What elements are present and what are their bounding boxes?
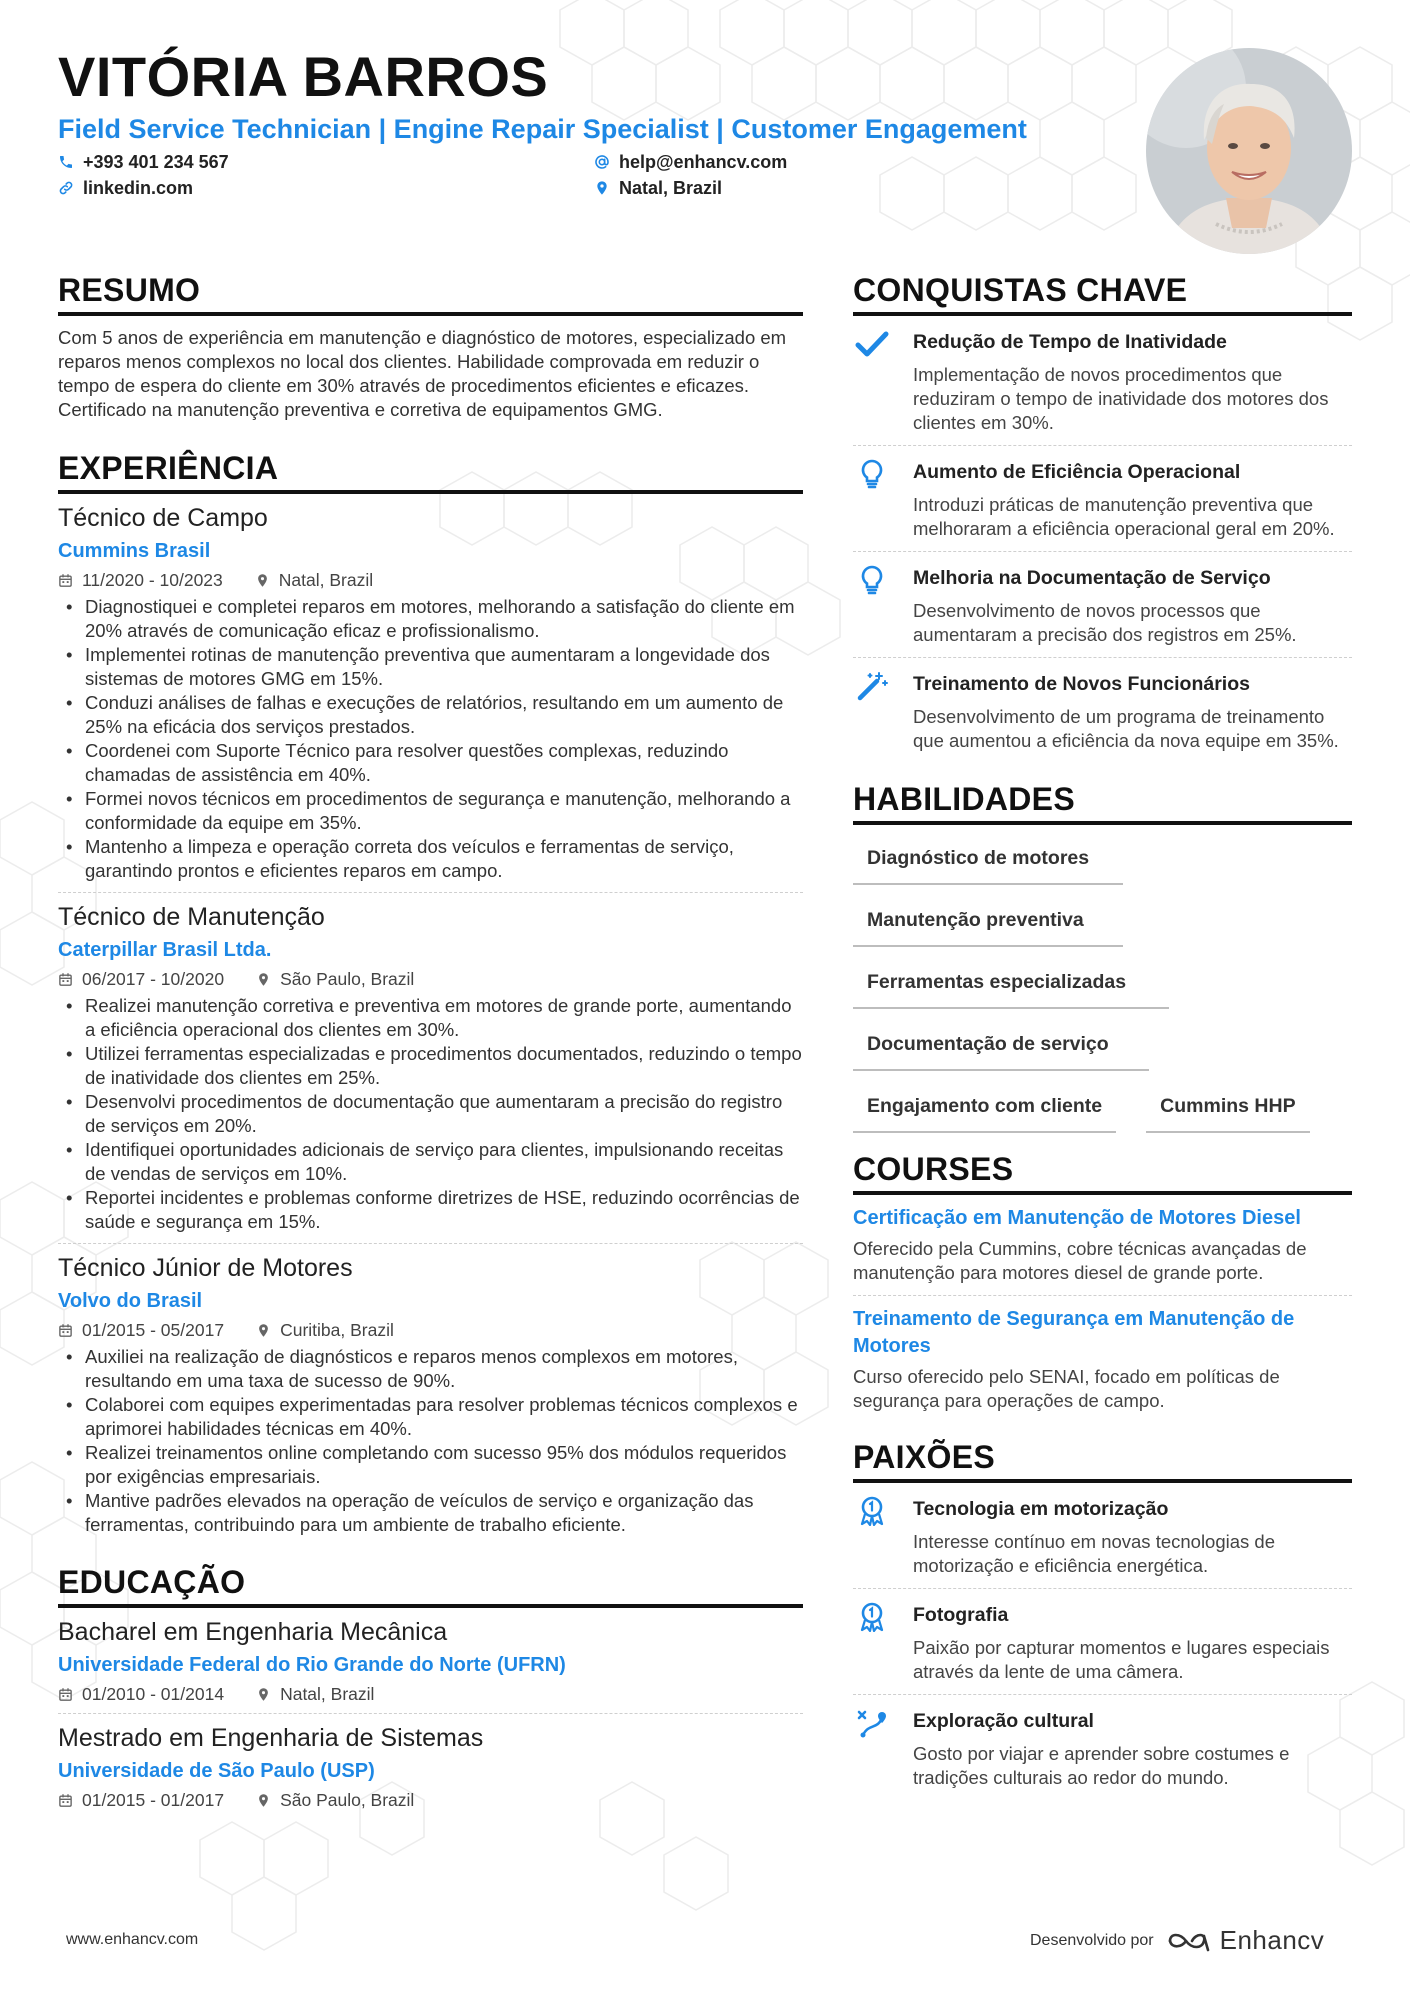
education-dates: 01/2010 - 01/2014 bbox=[82, 1683, 225, 1704]
location-pin-icon bbox=[594, 180, 610, 196]
job-role: Técnico Júnior de Motores bbox=[58, 1254, 353, 1282]
job-bullet: • Conduzi análises de falhas e execuções de relatórios, resultando em um aumento de 25% na eficácia dos serviços prestados. bbox=[58, 691, 803, 739]
at-icon bbox=[594, 154, 610, 170]
job-meta bbox=[58, 569, 803, 591]
right-column bbox=[853, 270, 1352, 1800]
skills-list bbox=[853, 837, 1352, 1147]
location-pin-icon bbox=[256, 972, 271, 987]
skill-tag: Manutenção preventiva bbox=[853, 899, 1123, 947]
passion-desc: Paixão por capturar momentos e lugares especiais através da lente de uma câmera. bbox=[913, 1637, 1330, 1682]
education-location: Natal, Brazil bbox=[280, 1683, 375, 1704]
education-item bbox=[58, 1722, 803, 1819]
education-location: São Paulo, Brazil bbox=[280, 1789, 415, 1810]
job-dates: 06/2017 - 10/2020 bbox=[82, 968, 225, 989]
job-bullet: • Colaborei com equipes experimentadas para resolver problemas técnicos complexos e aprimorei habilidades técnicas em 40%. bbox=[58, 1393, 803, 1441]
job-bullet: • Mantive padrões elevados na operação de veículos de serviço e organização das ferramentas, contribuindo para um ambiente de trabalho eficiente. bbox=[58, 1489, 803, 1537]
education-meta bbox=[58, 1789, 803, 1811]
courses-section bbox=[853, 1149, 1352, 1423]
magic-wand-icon bbox=[855, 671, 893, 701]
job-bullet: • Diagnostiquei e completei reparos em motores, melhorando a satisfação do cliente em 20% através de comunicação eficaz e profissionalismo. bbox=[58, 595, 803, 643]
location-pin-icon bbox=[256, 1793, 271, 1808]
job-company: Cummins Brasil bbox=[58, 540, 211, 562]
education-degree: Bacharel em Engenharia Mecânica bbox=[58, 1618, 448, 1646]
education-meta bbox=[58, 1683, 803, 1705]
job-bullet: • Auxiliei na realização de diagnósticos e reparos menos complexos em motores, resultando em uma taxa de sucesso de 90%. bbox=[58, 1345, 803, 1393]
course-title: Treinamento de Segurança em Manutenção de Motores bbox=[853, 1308, 1295, 1357]
calendar-icon bbox=[58, 573, 73, 588]
lightbulb-icon bbox=[855, 565, 893, 595]
job-bullet: • Reportei incidentes e problemas conforme diretrizes de HSE, reduzindo ocorrências de saúde e segurança em 15%. bbox=[58, 1186, 803, 1234]
courses-heading: COURSES bbox=[853, 1149, 1352, 1195]
job-meta bbox=[58, 968, 803, 990]
job-meta bbox=[58, 1319, 803, 1341]
candidate-title: Field Service Technician | Engine Repair Specialist | Customer Engagement bbox=[58, 114, 1027, 144]
resume-header bbox=[58, 44, 1118, 198]
summary-text: Com 5 anos de experiência em manutenção e diagnóstico de motores, especializado em reparos menos complexos no local dos clientes. Habilidade comprovada em reduzir o tempo de espera do cliente em 30% através de procedimentos eficientes e eficazes. Certificado na manutenção preventiva e corretiva de equipamentos GMG. bbox=[58, 327, 787, 420]
achievement-item bbox=[853, 446, 1352, 552]
job-dates: 01/2015 - 05/2017 bbox=[82, 1319, 225, 1340]
skill-tag: Ferramentas especializadas bbox=[853, 961, 1169, 1009]
contact-info bbox=[58, 152, 1118, 198]
education-school: Universidade Federal do Rio Grande do Norte (UFRN) bbox=[58, 1654, 566, 1676]
job-bullet: • Mantenho a limpeza e operação correta dos veículos e ferramentas de serviço, garantindo prontos e eficientes reparos em campo. bbox=[58, 835, 803, 883]
achievement-item bbox=[853, 658, 1352, 763]
email-text: help@enhancv.com bbox=[619, 151, 788, 172]
location-pin-icon bbox=[256, 1323, 271, 1338]
course-item bbox=[853, 1195, 1352, 1296]
achievement-title: Melhoria na Documentação de Serviço bbox=[913, 567, 1271, 589]
job-bullets bbox=[58, 595, 803, 883]
calendar-icon bbox=[58, 1793, 73, 1808]
calendar-icon bbox=[58, 1687, 73, 1702]
job-company: Volvo do Brasil bbox=[58, 1290, 203, 1312]
education-school: Universidade de São Paulo (USP) bbox=[58, 1760, 375, 1782]
footer-powered-by: Desenvolvido por bbox=[1030, 1931, 1154, 1949]
contact-email[interactable] bbox=[594, 152, 994, 172]
passion-item bbox=[853, 1589, 1352, 1695]
achievement-desc: Introduzi práticas de manutenção preventiva que melhoraram a eficiência operacional geral em 20%. bbox=[913, 494, 1335, 539]
footer-website[interactable]: www.enhancv.com bbox=[66, 1931, 199, 1948]
route-icon bbox=[855, 1708, 893, 1738]
footer-branding bbox=[1030, 1925, 1324, 1956]
passion-desc: Gosto por viajar e aprender sobre costumes e tradições culturais ao redor do mundo. bbox=[913, 1743, 1290, 1788]
job-bullet: • Realizei treinamentos online completando com sucesso 95% dos módulos requeridos por exigências empresariais. bbox=[58, 1441, 803, 1489]
job-bullets bbox=[58, 994, 803, 1234]
passion-title: Tecnologia em motorização bbox=[913, 1498, 1169, 1520]
passions-section bbox=[853, 1437, 1352, 1800]
job-location: Natal, Brazil bbox=[278, 569, 374, 590]
candidate-name: VITÓRIA BARROS bbox=[58, 45, 549, 108]
achievement-title: Treinamento de Novos Funcionários bbox=[913, 673, 1250, 695]
job-bullet: • Desenvolvi procedimentos de documentação que aumentaram a precisão do registro de serviços em 20%. bbox=[58, 1090, 803, 1138]
experience-item bbox=[58, 502, 803, 893]
skill-tag: Diagnóstico de motores bbox=[853, 837, 1123, 885]
passions-heading: PAIXÕES bbox=[853, 1437, 1352, 1483]
course-desc: Oferecido pela Cummins, cobre técnicas avançadas de manutenção para motores diesel de grande porte. bbox=[853, 1238, 1307, 1283]
passion-item bbox=[853, 1695, 1352, 1800]
skills-section bbox=[853, 779, 1352, 1147]
check-icon bbox=[855, 329, 893, 359]
education-heading: EDUCAÇÃO bbox=[58, 1562, 803, 1608]
achievement-title: Redução de Tempo de Inatividade bbox=[913, 331, 1227, 353]
link-icon bbox=[58, 180, 74, 196]
achievement-item bbox=[853, 552, 1352, 658]
job-company: Caterpillar Brasil Ltda. bbox=[58, 939, 272, 961]
linkedin-text: linkedin.com bbox=[83, 177, 194, 198]
achievements-section bbox=[853, 270, 1352, 763]
footer-brand[interactable]: Enhancv bbox=[1219, 1925, 1325, 1955]
achievement-desc: Implementação de novos procedimentos que reduziram o tempo de inatividade dos motores dos clientes em 30%. bbox=[913, 364, 1329, 433]
skill-tag: Cummins HHP bbox=[1146, 1085, 1309, 1133]
experience-section bbox=[58, 448, 803, 1546]
job-dates: 11/2020 - 10/2023 bbox=[82, 569, 223, 590]
location-text: Natal, Brazil bbox=[619, 177, 723, 198]
left-column bbox=[58, 270, 803, 1819]
passion-title: Fotografia bbox=[913, 1604, 1009, 1626]
enhancv-logo-icon bbox=[1166, 1928, 1212, 1954]
achievement-desc: Desenvolvimento de novos processos que aumentaram a precisão dos registros em 25%. bbox=[913, 600, 1297, 645]
skill-tag: Engajamento com cliente bbox=[853, 1085, 1116, 1133]
award-icon bbox=[855, 1602, 893, 1632]
achievement-item bbox=[853, 316, 1352, 446]
lightbulb-icon bbox=[855, 459, 893, 489]
job-role: Técnico de Campo bbox=[58, 504, 268, 532]
achievement-title: Aumento de Eficiência Operacional bbox=[913, 461, 1241, 483]
passion-item bbox=[853, 1483, 1352, 1589]
location-pin-icon bbox=[255, 573, 270, 588]
phone-text: +393 401 234 567 bbox=[83, 151, 229, 172]
passion-desc: Interesse contínuo em novas tecnologias de motorização e eficiência energética. bbox=[913, 1531, 1276, 1576]
skill-tag: Documentação de serviço bbox=[853, 1023, 1149, 1071]
job-location: Curitiba, Brazil bbox=[280, 1319, 394, 1340]
job-bullet: • Utilizei ferramentas especializadas e procedimentos documentados, reduzindo o tempo de inatividade dos clientes em 25%. bbox=[58, 1042, 803, 1090]
phone-icon bbox=[58, 154, 74, 170]
award-icon bbox=[855, 1496, 893, 1526]
job-bullet: • Formei novos técnicos em procedimentos de segurança e manutenção, melhorando a conformidade da equipe em 35%. bbox=[58, 787, 803, 835]
education-section bbox=[58, 1562, 803, 1819]
contact-location bbox=[594, 178, 994, 198]
summary-section bbox=[58, 270, 803, 422]
job-bullet: • Realizei manutenção corretiva e preventiva em motores de grande porte, aumentando a eficiência operacional dos clientes em 30%. bbox=[58, 994, 803, 1042]
job-bullet: • Identifiquei oportunidades adicionais de serviço para clientes, impulsionando receitas de vendas de serviços em 10%. bbox=[58, 1138, 803, 1186]
course-desc: Curso oferecido pelo SENAI, focado em políticas de segurança para operações de campo. bbox=[853, 1366, 1280, 1411]
education-degree: Mestrado em Engenharia de Sistemas bbox=[58, 1724, 484, 1752]
skills-heading: HABILIDADES bbox=[853, 779, 1352, 825]
experience-item bbox=[58, 901, 803, 1244]
education-dates: 01/2015 - 01/2017 bbox=[82, 1789, 225, 1810]
location-pin-icon bbox=[256, 1687, 271, 1702]
summary-heading: RESUMO bbox=[58, 270, 803, 316]
achievements-heading: CONQUISTAS CHAVE bbox=[853, 270, 1352, 316]
job-role: Técnico de Manutenção bbox=[58, 903, 325, 931]
calendar-icon bbox=[58, 1323, 73, 1338]
course-title: Certificação em Manutenção de Motores Diesel bbox=[853, 1207, 1301, 1229]
job-bullets bbox=[58, 1345, 803, 1537]
calendar-icon bbox=[58, 972, 73, 987]
profile-photo bbox=[1146, 48, 1352, 254]
job-location: São Paulo, Brazil bbox=[280, 968, 415, 989]
passion-title: Exploração cultural bbox=[913, 1710, 1094, 1732]
contact-linkedin[interactable] bbox=[58, 178, 594, 198]
course-item bbox=[853, 1296, 1352, 1423]
job-bullet: • Coordenei com Suporte Técnico para resolver questões complexas, reduzindo chamadas de assistência em 40%. bbox=[58, 739, 803, 787]
experience-item bbox=[58, 1252, 803, 1546]
achievement-desc: Desenvolvimento de um programa de treinamento que aumentou a eficiência da nova equipe em 35%. bbox=[913, 706, 1339, 751]
education-item bbox=[58, 1616, 803, 1714]
experience-heading: EXPERIÊNCIA bbox=[58, 448, 803, 494]
job-bullet: • Implementei rotinas de manutenção preventiva que aumentaram a longevidade dos sistemas de motores GMG em 15%. bbox=[58, 643, 803, 691]
contact-phone[interactable] bbox=[58, 152, 594, 172]
